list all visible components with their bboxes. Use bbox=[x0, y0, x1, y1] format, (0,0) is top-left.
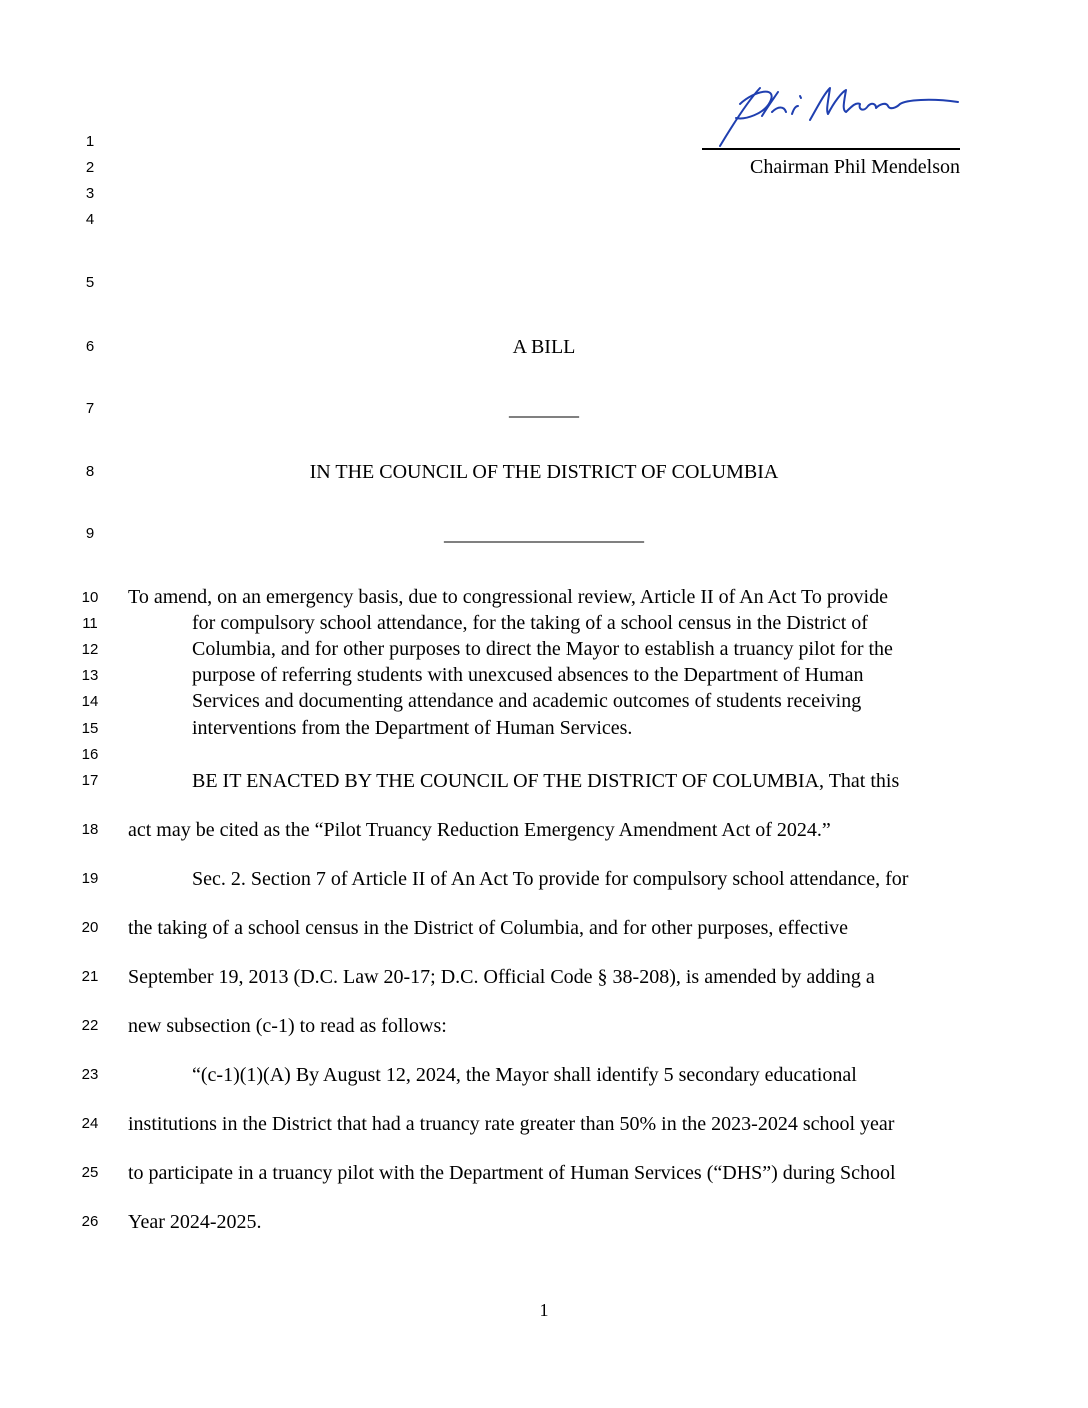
line-number: 20 bbox=[81, 919, 99, 936]
signer-name: Chairman Phil Mendelson bbox=[750, 156, 960, 178]
body-line: new subsection (c-1) to read as follows: bbox=[128, 1015, 447, 1037]
body-line: to participate in a truancy pilot with the Department of Human Services (“DHS”) during School bbox=[128, 1162, 896, 1184]
line-number: 25 bbox=[81, 1164, 99, 1181]
chairman-signature bbox=[700, 76, 965, 156]
line-number: 12 bbox=[81, 641, 99, 658]
title-line: To amend, on an emergency basis, due to congressional review, Article II of An Act To provide bbox=[128, 586, 888, 608]
line-number: 5 bbox=[85, 274, 95, 291]
title-line: Columbia, and for other purposes to direct the Mayor to establish a truancy pilot for the bbox=[192, 638, 893, 660]
line-number: 18 bbox=[81, 821, 99, 838]
line-number: 13 bbox=[81, 667, 99, 684]
line-number: 4 bbox=[85, 211, 95, 228]
title-line: interventions from the Department of Human Services. bbox=[192, 717, 633, 739]
line-number: 9 bbox=[85, 525, 95, 542]
line-number: 7 bbox=[85, 400, 95, 417]
body-line: September 19, 2013 (D.C. Law 20-17; D.C. Official Code § 38-208), is amended by adding a bbox=[128, 966, 875, 988]
line-number: 14 bbox=[81, 693, 99, 710]
line-number: 19 bbox=[81, 870, 99, 887]
title-line: for compulsory school attendance, for the taking of a school census in the District of bbox=[192, 612, 868, 634]
council-blank: ____________________ bbox=[444, 523, 644, 545]
line-number: 8 bbox=[85, 463, 95, 480]
line-number: 26 bbox=[81, 1213, 99, 1230]
title-line: Services and documenting attendance and academic outcomes of students receiving bbox=[192, 690, 862, 712]
line-number: 2 bbox=[85, 159, 95, 176]
line-number: 23 bbox=[81, 1066, 99, 1083]
signature-line bbox=[702, 148, 960, 150]
council-heading: IN THE COUNCIL OF THE DISTRICT OF COLUMBIA bbox=[309, 461, 779, 483]
body-line: Year 2024-2025. bbox=[128, 1211, 262, 1233]
line-number: 17 bbox=[81, 772, 99, 789]
line-number: 24 bbox=[81, 1115, 99, 1132]
line-number: 11 bbox=[82, 615, 98, 632]
line-number: 22 bbox=[81, 1017, 99, 1034]
body-line: institutions in the District that had a truancy rate greater than 50% in the 2023-2024 school year bbox=[128, 1113, 895, 1135]
line-number: 1 bbox=[85, 133, 95, 150]
line-number: 15 bbox=[81, 720, 99, 737]
line-number: 16 bbox=[81, 746, 99, 763]
body-line: act may be cited as the “Pilot Truancy Reduction Emergency Amendment Act of 2024.” bbox=[128, 819, 831, 841]
line-number: 10 bbox=[81, 589, 99, 606]
line-number: 3 bbox=[85, 185, 95, 202]
body-line: the taking of a school census in the District of Columbia, and for other purposes, effective bbox=[128, 917, 848, 939]
body-line: “(c-1)(1)(A) By August 12, 2024, the Mayor shall identify 5 secondary educational bbox=[192, 1064, 857, 1086]
line-number: 6 bbox=[85, 338, 95, 355]
body-line: BE IT ENACTED BY THE COUNCIL OF THE DISTRICT OF COLUMBIA, That this bbox=[192, 770, 900, 792]
bill-number-blank: _______ bbox=[509, 398, 579, 420]
title-line: purpose of referring students with unexcused absences to the Department of Human bbox=[192, 664, 864, 686]
body-line: Sec. 2. Section 7 of Article II of An Act To provide for compulsory school attendance, for bbox=[192, 868, 909, 890]
bill-heading: A BILL bbox=[512, 336, 576, 358]
line-number: 21 bbox=[81, 968, 99, 985]
page-number: 1 bbox=[539, 1300, 549, 1320]
